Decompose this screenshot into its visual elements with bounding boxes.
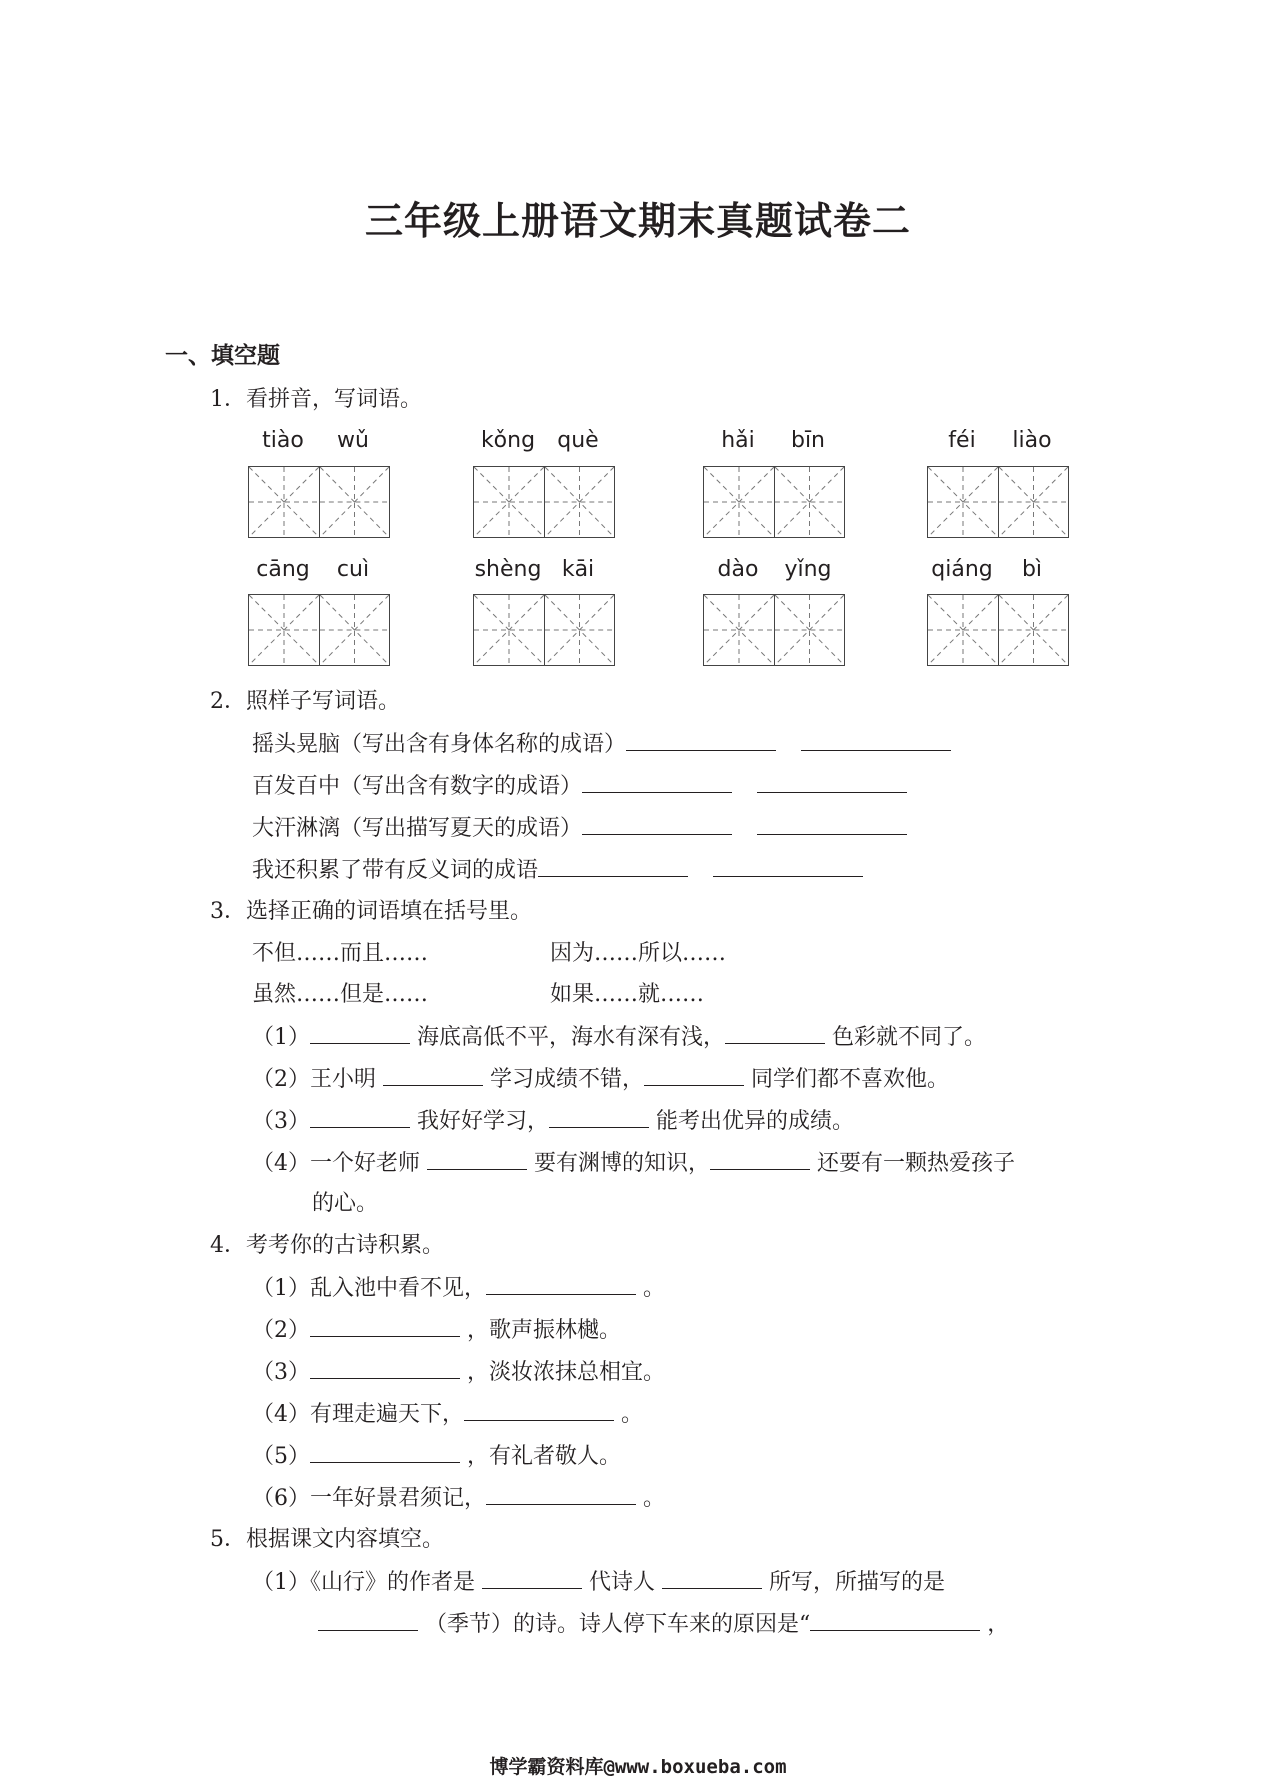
answer-blank[interactable] <box>757 814 907 835</box>
writing-cell[interactable] <box>704 595 774 665</box>
q5-text-a: （1）《山行》的作者是 <box>252 1570 475 1595</box>
answer-blank[interactable] <box>427 1149 527 1170</box>
question-5-label: 5．根据课文内容填空。 <box>210 1527 444 1552</box>
writing-grid <box>248 466 390 538</box>
q4-item-5 <box>252 1442 621 1471</box>
writing-grid <box>703 466 845 538</box>
pinyin-syllable: kǒng <box>480 428 536 453</box>
q4-item-3-suffix: ，淡妆浓抹总相宜。 <box>467 1360 666 1385</box>
writing-cell[interactable] <box>319 467 389 537</box>
writing-grid <box>927 466 1069 538</box>
answer-blank[interactable] <box>383 1065 483 1086</box>
writing-cell[interactable] <box>474 595 544 665</box>
question-2-label: 2．照样子写词语。 <box>210 689 400 714</box>
writing-cell[interactable] <box>544 467 614 537</box>
q3-item-1 <box>252 1023 986 1052</box>
pinyin-syllable: bì <box>1021 557 1043 582</box>
pinyin-syllable: kāi <box>561 557 595 582</box>
pinyin-syllable: yǐng <box>784 557 832 582</box>
q3-option-3: 虽然……但是…… <box>252 982 429 1007</box>
q3-option-2: 因为……所以…… <box>550 941 727 966</box>
writing-cell[interactable] <box>928 595 998 665</box>
footer-watermark: 博学霸资料库@www.boxueba.com <box>489 1756 787 1778</box>
writing-cell[interactable] <box>704 467 774 537</box>
writing-grid <box>473 594 615 666</box>
q5-item-1-line-1 <box>252 1568 945 1597</box>
writing-grid <box>473 466 615 538</box>
q3-item-1-prefix: （1） <box>252 1025 310 1050</box>
q5-item-1-line-2 <box>318 1610 1009 1639</box>
q4-item-1-suffix: 。 <box>643 1276 666 1301</box>
q3-item-3-middle: 我好好学习， <box>417 1109 550 1134</box>
pinyin-syllable: dào <box>717 557 759 582</box>
answer-blank[interactable] <box>644 1065 744 1086</box>
page-title: 三年级上册语文期末真题试卷二 <box>364 199 911 243</box>
q2-line-4-text: 我还积累了带有反义词的成语 <box>252 858 539 883</box>
answer-blank[interactable] <box>582 814 732 835</box>
q4-item-3 <box>252 1358 665 1387</box>
answer-blank[interactable] <box>310 1442 460 1463</box>
q3-item-4-middle: 要有渊博的知识， <box>534 1151 711 1176</box>
answer-blank[interactable] <box>710 1149 810 1170</box>
writing-cell[interactable] <box>928 467 998 537</box>
q2-line-2 <box>252 772 907 801</box>
q4-item-6-prefix: （6）一年好景君须记， <box>252 1486 486 1511</box>
q3-item-1-suffix: 色彩就不同了。 <box>832 1025 987 1050</box>
q4-item-1 <box>252 1274 665 1303</box>
writing-grid <box>248 594 390 666</box>
writing-cell[interactable] <box>319 595 389 665</box>
q2-line-1 <box>252 730 951 759</box>
q2-line-1-text: 摇头晃脑（写出含有身体名称的成语） <box>252 732 627 757</box>
writing-cell[interactable] <box>249 467 319 537</box>
writing-cell[interactable] <box>774 595 844 665</box>
q4-item-5-suffix: ，有礼者敬人。 <box>467 1444 622 1469</box>
answer-blank[interactable] <box>725 1023 825 1044</box>
answer-blank[interactable] <box>310 1107 410 1128</box>
q4-item-6 <box>252 1484 665 1513</box>
pinyin-syllable: cāng <box>256 557 310 582</box>
q3-item-4 <box>252 1149 1015 1178</box>
q2-line-4 <box>252 856 863 885</box>
answer-blank[interactable] <box>626 730 776 751</box>
q3-item-4-prefix: （4）一个好老师 <box>252 1151 420 1176</box>
pinyin-syllable: shèng <box>474 557 542 582</box>
pinyin-syllable: hǎi <box>721 428 755 453</box>
pinyin-syllable: què <box>557 428 599 453</box>
answer-blank[interactable] <box>538 856 688 877</box>
writing-grid <box>703 594 845 666</box>
answer-blank[interactable] <box>582 772 732 793</box>
q5-text-b: 代诗人 <box>589 1570 656 1595</box>
q5-text-e: ， <box>987 1612 1010 1637</box>
q2-line-2-text: 百发百中（写出含有数字的成语） <box>252 774 583 799</box>
q3-item-3-suffix: 能考出优异的成绩。 <box>656 1109 855 1134</box>
question-1-label: 1．看拼音，写词语。 <box>210 387 422 412</box>
q4-item-4 <box>252 1400 643 1429</box>
q3-item-3-prefix: （3） <box>252 1109 310 1134</box>
pinyin-syllable: tiào <box>262 428 304 453</box>
answer-blank[interactable] <box>310 1358 460 1379</box>
pinyin-syllable: liào <box>1012 428 1052 453</box>
q4-item-4-suffix: 。 <box>621 1402 644 1427</box>
answer-blank[interactable] <box>482 1568 582 1589</box>
writing-cell[interactable] <box>544 595 614 665</box>
q3-option-4: 如果……就…… <box>550 982 705 1007</box>
answer-blank[interactable] <box>310 1023 410 1044</box>
q3-item-2-middle: 学习成绩不错， <box>490 1067 645 1092</box>
writing-cell[interactable] <box>998 595 1068 665</box>
q4-item-3-prefix: （3） <box>252 1360 310 1385</box>
q3-item-3 <box>252 1107 854 1136</box>
answer-blank[interactable] <box>810 1610 980 1631</box>
q4-item-5-prefix: （5） <box>252 1444 310 1469</box>
writing-cell[interactable] <box>998 467 1068 537</box>
question-3-label: 3．选择正确的词语填在括号里。 <box>210 899 532 924</box>
answer-blank[interactable] <box>662 1568 762 1589</box>
pinyin-syllable: féi <box>948 428 976 453</box>
question-4-label: 4．考考你的古诗积累。 <box>210 1233 444 1258</box>
q3-item-2 <box>252 1065 949 1094</box>
q3-option-1: 不但……而且…… <box>252 941 429 966</box>
answer-blank[interactable] <box>318 1610 418 1631</box>
q4-item-6-suffix: 。 <box>643 1486 666 1511</box>
writing-cell[interactable] <box>249 595 319 665</box>
pinyin-syllable: bīn <box>790 428 826 453</box>
pinyin-syllable: qiáng <box>931 557 993 582</box>
answer-blank[interactable] <box>801 730 951 751</box>
q3-item-1-middle: 海底高低不平，海水有深有浅， <box>417 1025 726 1050</box>
q3-item-2-prefix: （2）王小明 <box>252 1067 376 1092</box>
section-heading: 一、填空题 <box>165 343 280 369</box>
answer-blank[interactable] <box>486 1274 636 1295</box>
q4-item-2-suffix: ，歌声振林樾。 <box>467 1318 622 1343</box>
writing-cell[interactable] <box>774 467 844 537</box>
q4-item-2-prefix: （2） <box>252 1318 310 1343</box>
answer-blank[interactable] <box>757 772 907 793</box>
q4-item-4-prefix: （4）有理走遍天下， <box>252 1402 464 1427</box>
q4-item-2 <box>252 1316 621 1345</box>
q2-line-3-text: 大汗淋漓（写出描写夏天的成语） <box>252 816 583 841</box>
q3-item-2-suffix: 同学们都不喜欢他。 <box>751 1067 950 1092</box>
answer-blank[interactable] <box>310 1316 460 1337</box>
writing-cell[interactable] <box>474 467 544 537</box>
answer-blank[interactable] <box>549 1107 649 1128</box>
pinyin-syllable: wǔ <box>337 428 369 453</box>
q5-text-c: 所写，所描写的是 <box>769 1570 946 1595</box>
writing-grid <box>927 594 1069 666</box>
q2-line-3 <box>252 814 907 843</box>
q4-item-1-prefix: （1）乱入池中看不见， <box>252 1276 486 1301</box>
answer-blank[interactable] <box>464 1400 614 1421</box>
pinyin-syllable: cuì <box>336 557 370 582</box>
q5-text-d: （季节）的诗。诗人停下车来的原因是“ <box>425 1612 811 1637</box>
q3-item-4-suffix: 还要有一颗热爱孩子 <box>817 1151 1016 1176</box>
answer-blank[interactable] <box>486 1484 636 1505</box>
q3-item-4-continuation: 的心。 <box>312 1191 379 1216</box>
answer-blank[interactable] <box>713 856 863 877</box>
